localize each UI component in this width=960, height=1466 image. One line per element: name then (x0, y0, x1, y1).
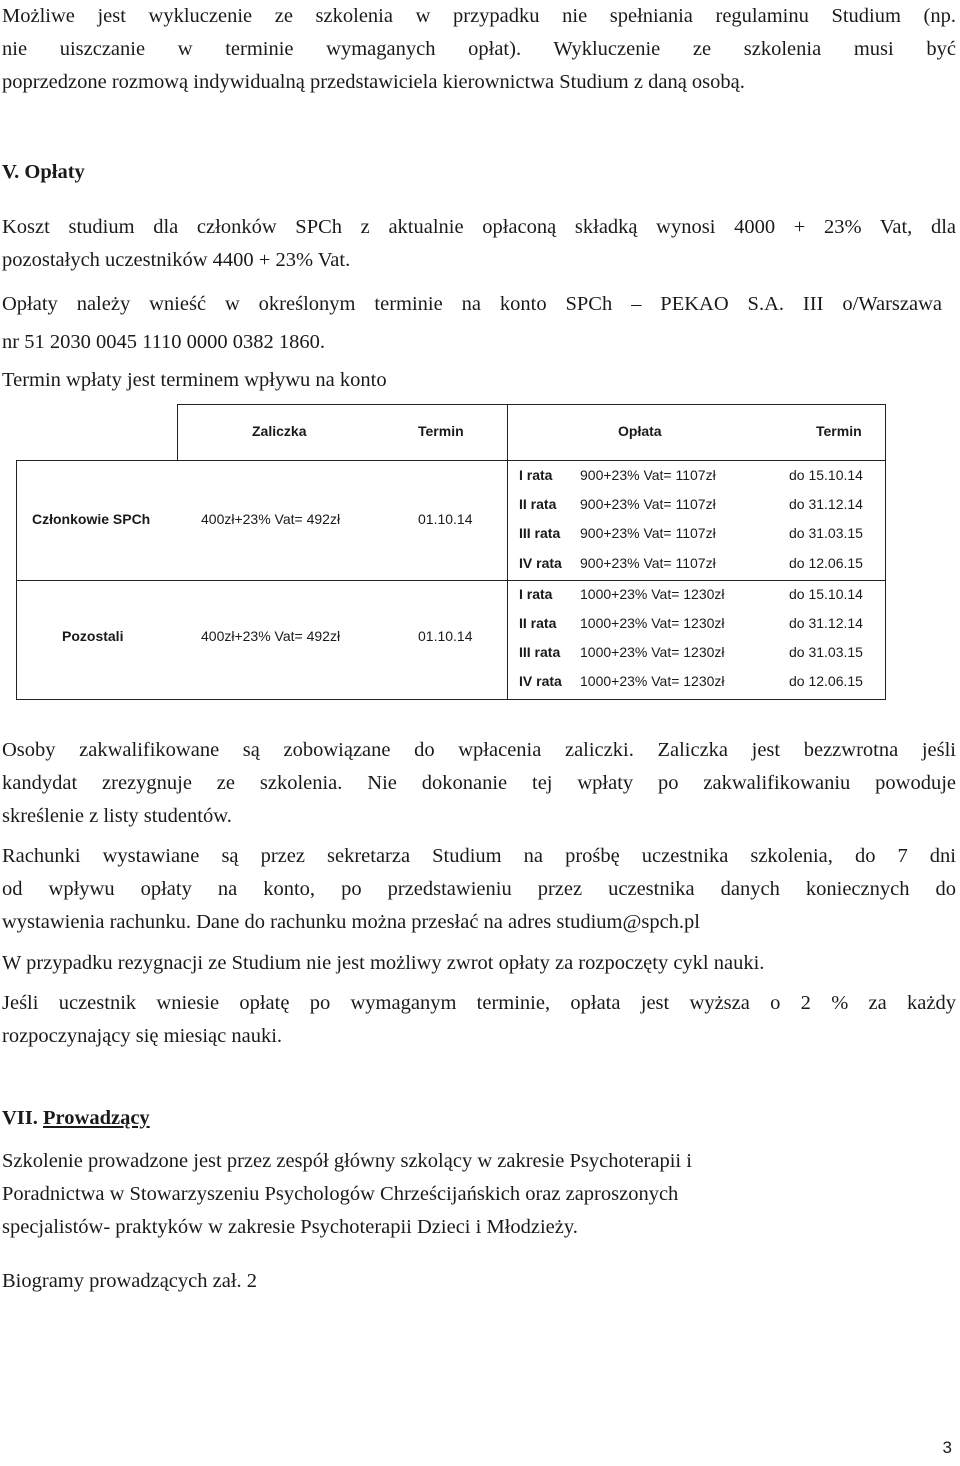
payment-paragraph (2, 285, 956, 361)
text-line: wystawienia rachunku. Dane do rachunku można przesłać na adres studium@spch.pl (2, 911, 701, 933)
text-line: poprzedzone rozmową indywidualną przedstawiciela kierownictwa Studium z daną osobą. (2, 71, 745, 93)
advance-info-paragraph (2, 734, 956, 833)
text-line: skreślenie z listy studentów. (2, 805, 232, 827)
text-line: Koszt studium dla członków SPCh z aktualnie opłaconą składką wynosi 4000 + 23% Vat, dla (2, 216, 956, 238)
text-line: Rachunki wystawiane są przez sekretarza Studium na prośbę uczestnika szkolenia, do 7 dni (2, 845, 956, 867)
installment-term: do 31.12.14 (789, 615, 863, 631)
text-line: Szkolenie prowadzone jest przez zespół główny szkolący w zakresie Psychoterapii i (2, 1150, 692, 1172)
section-heading-instructors (2, 1102, 956, 1135)
installment-amount: 1000+23% Vat= 1230zł (580, 586, 725, 602)
installment-term: do 31.03.15 (789, 525, 863, 541)
installment-amount: 1000+23% Vat= 1230zł (580, 673, 725, 689)
text-line: nie uiszczanie w terminie wymaganych opłat). Wykluczenie ze szkolenia musi być (2, 38, 956, 60)
advance-term: 01.10.14 (418, 628, 473, 644)
advance-amount: 400zł+23% Vat= 492zł (201, 628, 341, 644)
late-payment-paragraph (2, 987, 956, 1053)
deadline-note: Termin wpłaty jest terminem wpływu na konto (2, 369, 387, 391)
installment-amount: 900+23% Vat= 1107zł (580, 496, 716, 512)
installment-label: III rata (519, 525, 561, 541)
installment-term: do 12.06.15 (789, 555, 863, 571)
installment-label: III rata (519, 644, 561, 660)
invoice-paragraph (2, 840, 956, 939)
installment-term: do 12.06.15 (789, 673, 863, 689)
text-line: Jeśli uczestnik wniesie opłatę po wymaganym terminie, opłata jest wyższa o 2 % za każdy (2, 992, 956, 1014)
section-heading-fees: V. Opłaty (2, 161, 85, 183)
installment-label: II rata (519, 615, 557, 631)
cost-paragraph (2, 211, 956, 277)
advance-amount: 400zł+23% Vat= 492zł (201, 511, 341, 527)
text-line: Osoby zakwalifikowane są zobowiązane do wpłacenia zaliczki. Zaliczka jest bezzwrotna jeśli (2, 739, 956, 761)
installment-amount: 900+23% Vat= 1107zł (580, 555, 716, 571)
text-line: Poradnictwa w Stowarzyszeniu Psychologów Chrześcijańskich oraz zaproszonych (2, 1183, 679, 1205)
group-name-others: Pozostali (62, 628, 124, 644)
text-line: kandydat zrezygnuje ze szkolenia. Nie dokonanie tej wpłaty po zakwalifikowaniu powoduje (2, 772, 956, 794)
installment-label: I rata (519, 467, 553, 483)
installment-amount: 900+23% Vat= 1107zł (580, 467, 716, 483)
installment-term: do 31.03.15 (789, 644, 863, 660)
page-number: 3 (942, 1438, 952, 1457)
installment-term: do 15.10.14 (789, 467, 863, 483)
fees-table (16, 404, 886, 700)
installment-label: II rata (519, 496, 557, 512)
biographies-note: Biogramy prowadzących zał. 2 (2, 1270, 258, 1292)
resignation-paragraph (2, 947, 956, 980)
heading-number: VII. (2, 1107, 38, 1129)
header-advance-term: Termin (418, 423, 464, 439)
advance-term: 01.10.14 (418, 511, 473, 527)
header-advance: Zaliczka (252, 423, 307, 439)
group-name-members: Członkowie SPCh (32, 511, 151, 527)
installment-label: I rata (519, 586, 553, 602)
installment-amount: 900+23% Vat= 1107zł (580, 525, 716, 541)
text-line: Możliwe jest wykluczenie ze szkolenia w przypadku nie spełniania regulaminu Studium (np. (2, 5, 956, 27)
header-fee-term: Termin (816, 423, 862, 439)
text-line: nr 51 2030 0045 1110 0000 0382 1860. (2, 331, 326, 353)
heading-text: Prowadzący (43, 1107, 150, 1129)
text-line: rozpoczynający się miesiąc nauki. (2, 1025, 283, 1047)
instructors-paragraph (2, 1145, 956, 1244)
text-line: od wpływu opłaty na konto, po przedstawieniu przez uczestnika danych koniecznych do (2, 878, 956, 900)
installment-amount: 1000+23% Vat= 1230zł (580, 644, 725, 660)
text-line: W przypadku rezygnacji ze Studium nie jest możliwy zwrot opłaty za rozpoczęty cykl nauki. (2, 952, 765, 974)
exclusion-paragraph (2, 0, 956, 99)
header-fee: Opłata (618, 423, 662, 439)
installment-amount: 1000+23% Vat= 1230zł (580, 615, 725, 631)
installment-term: do 31.12.14 (789, 496, 863, 512)
text-line: specjalistów- praktyków w zakresie Psychoterapii Dzieci i Młodzieży. (2, 1216, 578, 1238)
installment-label: IV rata (519, 555, 562, 571)
text-line: pozostałych uczestników 4400 + 23% Vat. (2, 249, 351, 271)
installment-term: do 15.10.14 (789, 586, 863, 602)
installment-label: IV rata (519, 673, 562, 689)
text-line: Opłaty należy wnieść w określonym terminie na konto SPCh – PEKAO S.A. III o/Warszawa (2, 293, 942, 315)
